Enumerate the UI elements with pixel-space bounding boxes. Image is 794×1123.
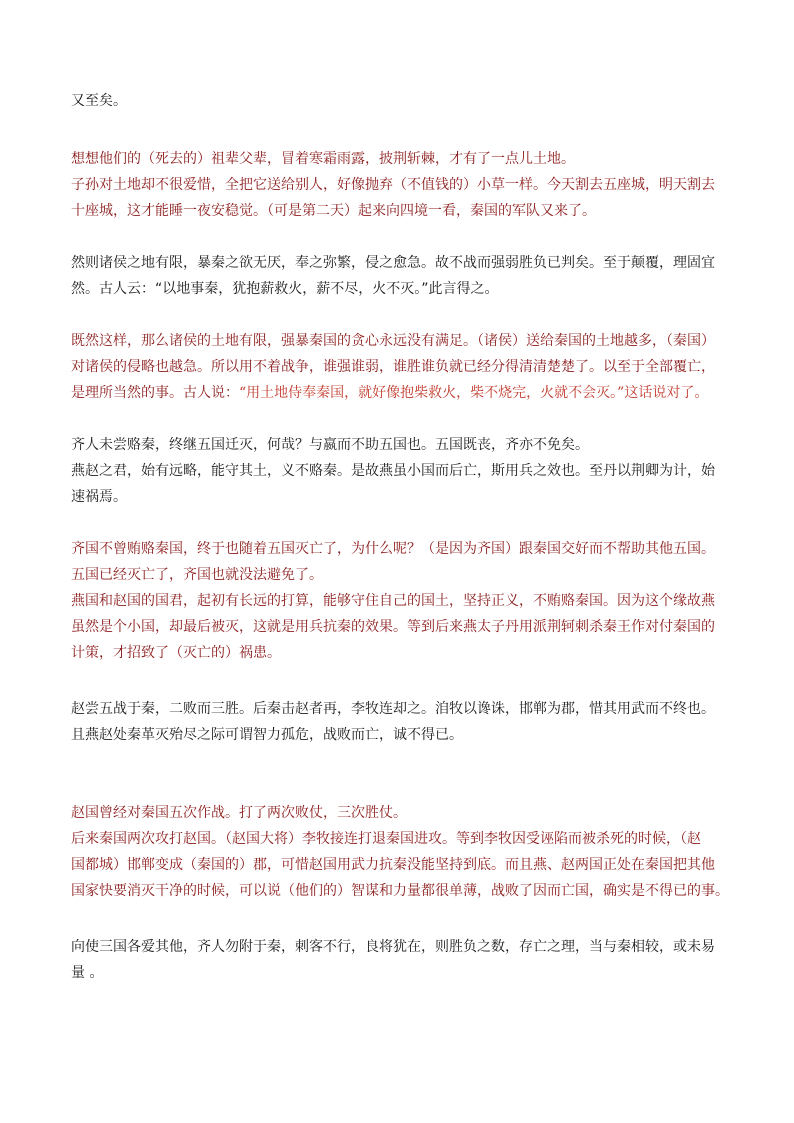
quoted-text: “用土地侍奉秦国，就好像抱柴救火，柴不烧完，火就不会灭。”这话说对了。: [239, 385, 709, 401]
translation-paragraph: [71, 536, 731, 666]
text-line: [71, 458, 731, 484]
text-line: [71, 640, 731, 666]
text-line: [71, 614, 731, 640]
text-line: [71, 172, 731, 198]
text-segment: 五国已经灭亡了，齐国也就没法避免了。: [71, 567, 323, 583]
text-segment: 计策，才招致了（灭亡的）祸患。: [71, 645, 281, 661]
text-segment: 后来秦国两次攻打赵国。（赵国大将）李牧接连打退秦国进攻。等到李牧因受诬陷而被杀死的时候，（赵: [71, 831, 701, 847]
text-line: [71, 146, 731, 172]
text-segment: 齐国不曾贿赂秦国，终于也随着五国灭亡了，为什么呢？（是因为齐国）跟秦国交好而不帮助其他五国。: [71, 541, 715, 557]
text-segment: 量 。: [71, 965, 104, 981]
original-text-paragraph: [71, 432, 731, 510]
text-line: [71, 198, 731, 224]
text-line: [71, 722, 731, 748]
text-segment: 燕国和赵国的国君，起初有长远的打算，能够守住自己的国土，坚持正义，不贿赂秦国。因为这个缘故燕: [71, 593, 715, 609]
original-text-paragraph: [71, 934, 731, 986]
text-segment: 齐人未尝赂秦，终继五国迁灭，何哉？与嬴而不助五国也。五国既丧，齐亦不免矣。: [71, 437, 589, 453]
text-segment: 国家快要消灭干净的时候，可以说（他们的）智谋和力量都很单薄，战败了因而亡国，确实是不得已的事。: [71, 883, 729, 899]
text-line: [71, 588, 731, 614]
text-segment: 向使三国各爱其他，齐人勿附于秦，刺客不行，良将犹在，则胜负之数，存亡之理，当与秦相较，或未易: [71, 939, 715, 955]
translation-paragraph: [71, 328, 731, 406]
text-segment: 且燕赵处秦革灭殆尽之际可谓智力孤危，战败而亡，诚不得已。: [71, 727, 463, 743]
text-segment: 又至矣。: [71, 93, 127, 109]
text-line: [71, 826, 731, 852]
text-line: [71, 536, 731, 562]
text-segment: 是理所当然的事。古人说：: [71, 385, 239, 401]
text-segment: 想想他们的（死去的）祖辈父辈，冒着寒霜雨露，披荆斩棘，才有了一点儿土地。: [71, 151, 575, 167]
original-text-paragraph: [71, 250, 731, 302]
text-line: [71, 88, 731, 114]
text-line: [71, 276, 731, 302]
text-line: [71, 934, 731, 960]
text-segment: 赵尝五战于秦，二败而三胜。后秦击赵者再，李牧连却之。洎牧以谗诛，邯郸为郡，惜其用武而不终也。: [71, 701, 715, 717]
text-segment: 既然这样，那么诸侯的土地有限，强暴秦国的贪心永远没有满足。（诸侯）送给秦国的土地越多，（秦国）: [71, 333, 715, 349]
text-segment: 然。古人云：“以地事秦，犹抱薪救火，薪不尽，火不灭。”此言得之。: [71, 281, 499, 297]
text-line: [71, 328, 731, 354]
text-segment: 速祸焉。: [71, 489, 127, 505]
text-segment: 然则诸侯之地有限，暴秦之欲无厌，奉之弥繁，侵之愈急。故不战而强弱胜负已判矣。至于颠覆，理固宜: [71, 255, 715, 271]
text-line: [71, 380, 731, 406]
text-segment: 对诸侯的侵略也越急。所以用不着战争，谁强谁弱，谁胜谁负就已经分得清清楚楚了。以至于全部覆亡，: [71, 359, 715, 375]
text-segment: 国都城）邯郸变成（秦国的）郡，可惜赵国用武力抗秦没能坚持到底。而且燕、赵两国正处在秦国把其他: [71, 857, 715, 873]
text-line: [71, 432, 731, 458]
text-segment: 十座城，这才能睡一夜安稳觉。（可是第二天）起来向四境一看，秦国的军队又来了。: [71, 203, 596, 219]
text-line: [71, 960, 731, 986]
text-line: [71, 696, 731, 722]
text-segment: 子孙对土地却不很爱惜，全把它送给别人，好像抛弃（不值钱的）小草一样。今天割去五座城，明天割去: [71, 177, 715, 193]
text-line: [71, 250, 731, 276]
text-line: [71, 878, 731, 904]
text-line: [71, 354, 731, 380]
text-segment: 虽然是个小国，却最后被灭，这就是用兵抗秦的效果。等到后来燕太子丹用派荆轲刺杀秦王作对付秦国的: [71, 619, 715, 635]
text-line: [71, 484, 731, 510]
original-text-paragraph: [71, 696, 731, 748]
text-line: [71, 800, 731, 826]
text-segment: 燕赵之君，始有远略，能守其土，义不赂秦。是故燕虽小国而后亡，斯用兵之效也。至丹以荆卿为计，始: [71, 463, 715, 479]
translation-paragraph: [71, 146, 731, 224]
text-segment: 赵国曾经对秦国五次作战。打了两次败仗，三次胜仗。: [71, 805, 407, 821]
text-line: [71, 852, 731, 878]
original-text-paragraph: [71, 88, 731, 114]
translation-paragraph: [71, 800, 731, 904]
text-line: [71, 562, 731, 588]
